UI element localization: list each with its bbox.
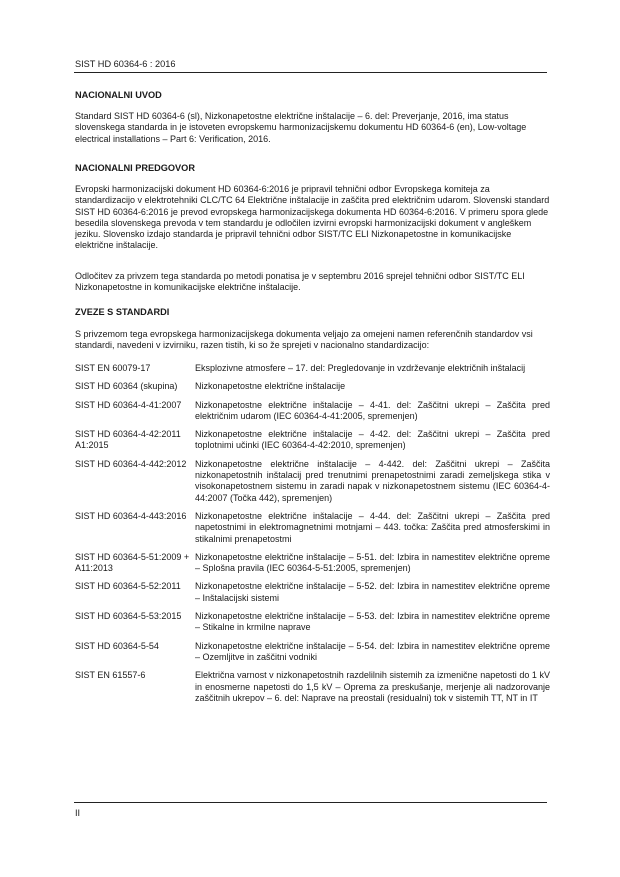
reference-code: SIST HD 60364-4-442:2012 [75, 458, 187, 469]
section-title-nacionalni-predgovor: NACIONALNI PREDGOVOR [75, 163, 195, 173]
paragraph-predgovor-1: Evropski harmonizacijski dokument HD 60364-6:2016 je pripravil tehnični odbor Evropskega komiteja za standardizacijo v elektrotehniki CLC/TC 64 Električne inštalacije in zaščita pred električnim udarom. Slovenski standard SIST HD 60364-6:2016 je prevod evropskega harmonizacijskega dokumenta HD 60364-6:2016. V primeru spora glede besedila slovenskega prevoda v tem standardu je odločilen izvirni evropski harmonizacijski dokument v angleškem jeziku. Slovensko izdajo standarda je pripravil tehnični odbor SIST/TC ELI Nizkonapetostne in komunikacijske električne inštalacije. [75, 184, 550, 251]
reference-code: SIST HD 60364-5-52:2011 [75, 581, 181, 592]
page-number: II [75, 808, 81, 818]
reference-row [75, 511, 550, 545]
paragraph-predgovor-2: Odločitev za privzem tega standarda po metodi ponatisa je v septembru 2016 sprejel tehnični odbor SIST/TC ELI Nizkonapetostne in komunikacijske električne inštalacije. [75, 271, 525, 293]
header-doc-id: SIST HD 60364-6 : 2016 [75, 59, 176, 69]
reference-code: SIST EN 60079-17 [75, 363, 151, 373]
reference-row [75, 581, 550, 604]
reference-list [75, 363, 550, 711]
reference-code: SIST HD 60364-4-41:2007 [75, 399, 182, 410]
reference-description: Nizkonapetostne električne inštalacije – 5-53. del: Izbira in namestitev električne opreme – Stikalne in krmilne naprave [195, 611, 550, 633]
reference-description: Eksplozivne atmosfere – 17. del: Pregledovanje in vzdrževanje električnih inštalacij [195, 363, 526, 373]
reference-code: SIST HD 60364-4-42:2011 A1:2015 [75, 429, 181, 451]
section-title-zveze-s-standardi: ZVEZE S STANDARDI [75, 307, 170, 317]
reference-code: SIST HD 60364-4-443:2016 [75, 510, 187, 521]
reference-row [75, 363, 550, 374]
reference-description: Nizkonapetostne električne inštalacije – 5-51. del: Izbira in namestitev električne opreme – Splošna pravila (IEC 60364-5-51:2005, spremenjen) [195, 551, 550, 574]
reference-description: Nizkonapetostne električne inštalacije – 4-44. del: Zaščitni ukrepi – Zaščita pred napetostnimi in elektromagnetnimi motnjami – 443. točka: Zaščita pred atmosferskimi in stikalnimi prenapetostmi [195, 510, 550, 544]
reference-description: Nizkonapetostne električne inštalacije – 5-52. del: Izbira in namestitev električne opreme – Inštalacijski sistemi [195, 581, 550, 603]
footer-rule [74, 802, 547, 803]
reference-row [75, 400, 550, 423]
reference-row [75, 459, 550, 504]
reference-code: SIST HD 60364 (skupina) [75, 381, 178, 392]
reference-code: SIST EN 61557-6 [75, 670, 146, 681]
header-rule [74, 72, 547, 73]
reference-code: SIST HD 60364-5-54 [75, 640, 159, 651]
reference-row [75, 381, 550, 392]
reference-code: SIST HD 60364-5-51:2009 + A11:2013 [75, 551, 190, 574]
paragraph-zveze: S privzemom tega evropskega harmonizacijskega dokumenta veljajo za omejeni namen referenčnih standardov vsi standardi, navedeni v izvirniku, razen tistih, ki so že sprejeti v nacionalno standardizacijo: [75, 329, 533, 351]
reference-row [75, 552, 550, 575]
reference-description: Nizkonapetostne električne inštalacije [195, 381, 346, 392]
reference-description: Nizkonapetostne električne inštalacije – 4-41. del: Zaščitni ukrepi – Zaščita pred električnim udarom (IEC 60364-4-41:2005, spremenjen) [195, 399, 550, 421]
reference-description: Nizkonapetostne električne inštalacije – 4-42. del: Zaščitni ukrepi – Zaščita pred toplotnimi učinki (IEC 60364-4-42:2010, spremenjen) [195, 429, 550, 451]
reference-row [75, 611, 550, 634]
reference-row [75, 429, 550, 452]
section-title-nacionalni-uvod: NACIONALNI UVOD [75, 90, 162, 100]
paragraph-uvod: Standard SIST HD 60364-6 (sl), Nizkonapetostne električne inštalacije – 6. del: Preverjanje, 2016, ima status slovenskega standarda in je istoveten evropskemu harmonizacijskemu dokumentu HD 60364-6 (en), Low-voltage electrical installations – Part 6: Verification, 2016. [75, 111, 527, 144]
reference-description: Električna varnost v nizkonapetostnih razdelilnih sistemih za izmenične napetosti do 1 kV in enosmerne napetosti do 1,5 kV – Oprema za preskušanje, merjenje ali nadzorovanje zaščitnih ukrepov – 6. del: Naprave na preostali (residualni) tok v sistemih TT, NT in IT [195, 670, 550, 703]
reference-description: Nizkonapetostne električne inštalacije – 4-442. del: Zaščitni ukrepi – Zaščita nizkonapetostnih inštalacij pred trenutnimi prenapetostnimi zaradi zemeljskega stika v visokonapetostnem sistemu in zaradi napak v nizkonapetostnem sistemu (IEC 60364-4-44:2007 (Točka 442), spremenjen) [195, 458, 550, 503]
reference-description: Nizkonapetostne električne inštalacije – 5-54. del: Izbira in namestitev električne opreme – Ozemljitve in zaščitni vodniki [195, 640, 550, 662]
reference-row [75, 641, 550, 664]
reference-code: SIST HD 60364-5-53:2015 [75, 611, 182, 622]
reference-row [75, 670, 550, 704]
